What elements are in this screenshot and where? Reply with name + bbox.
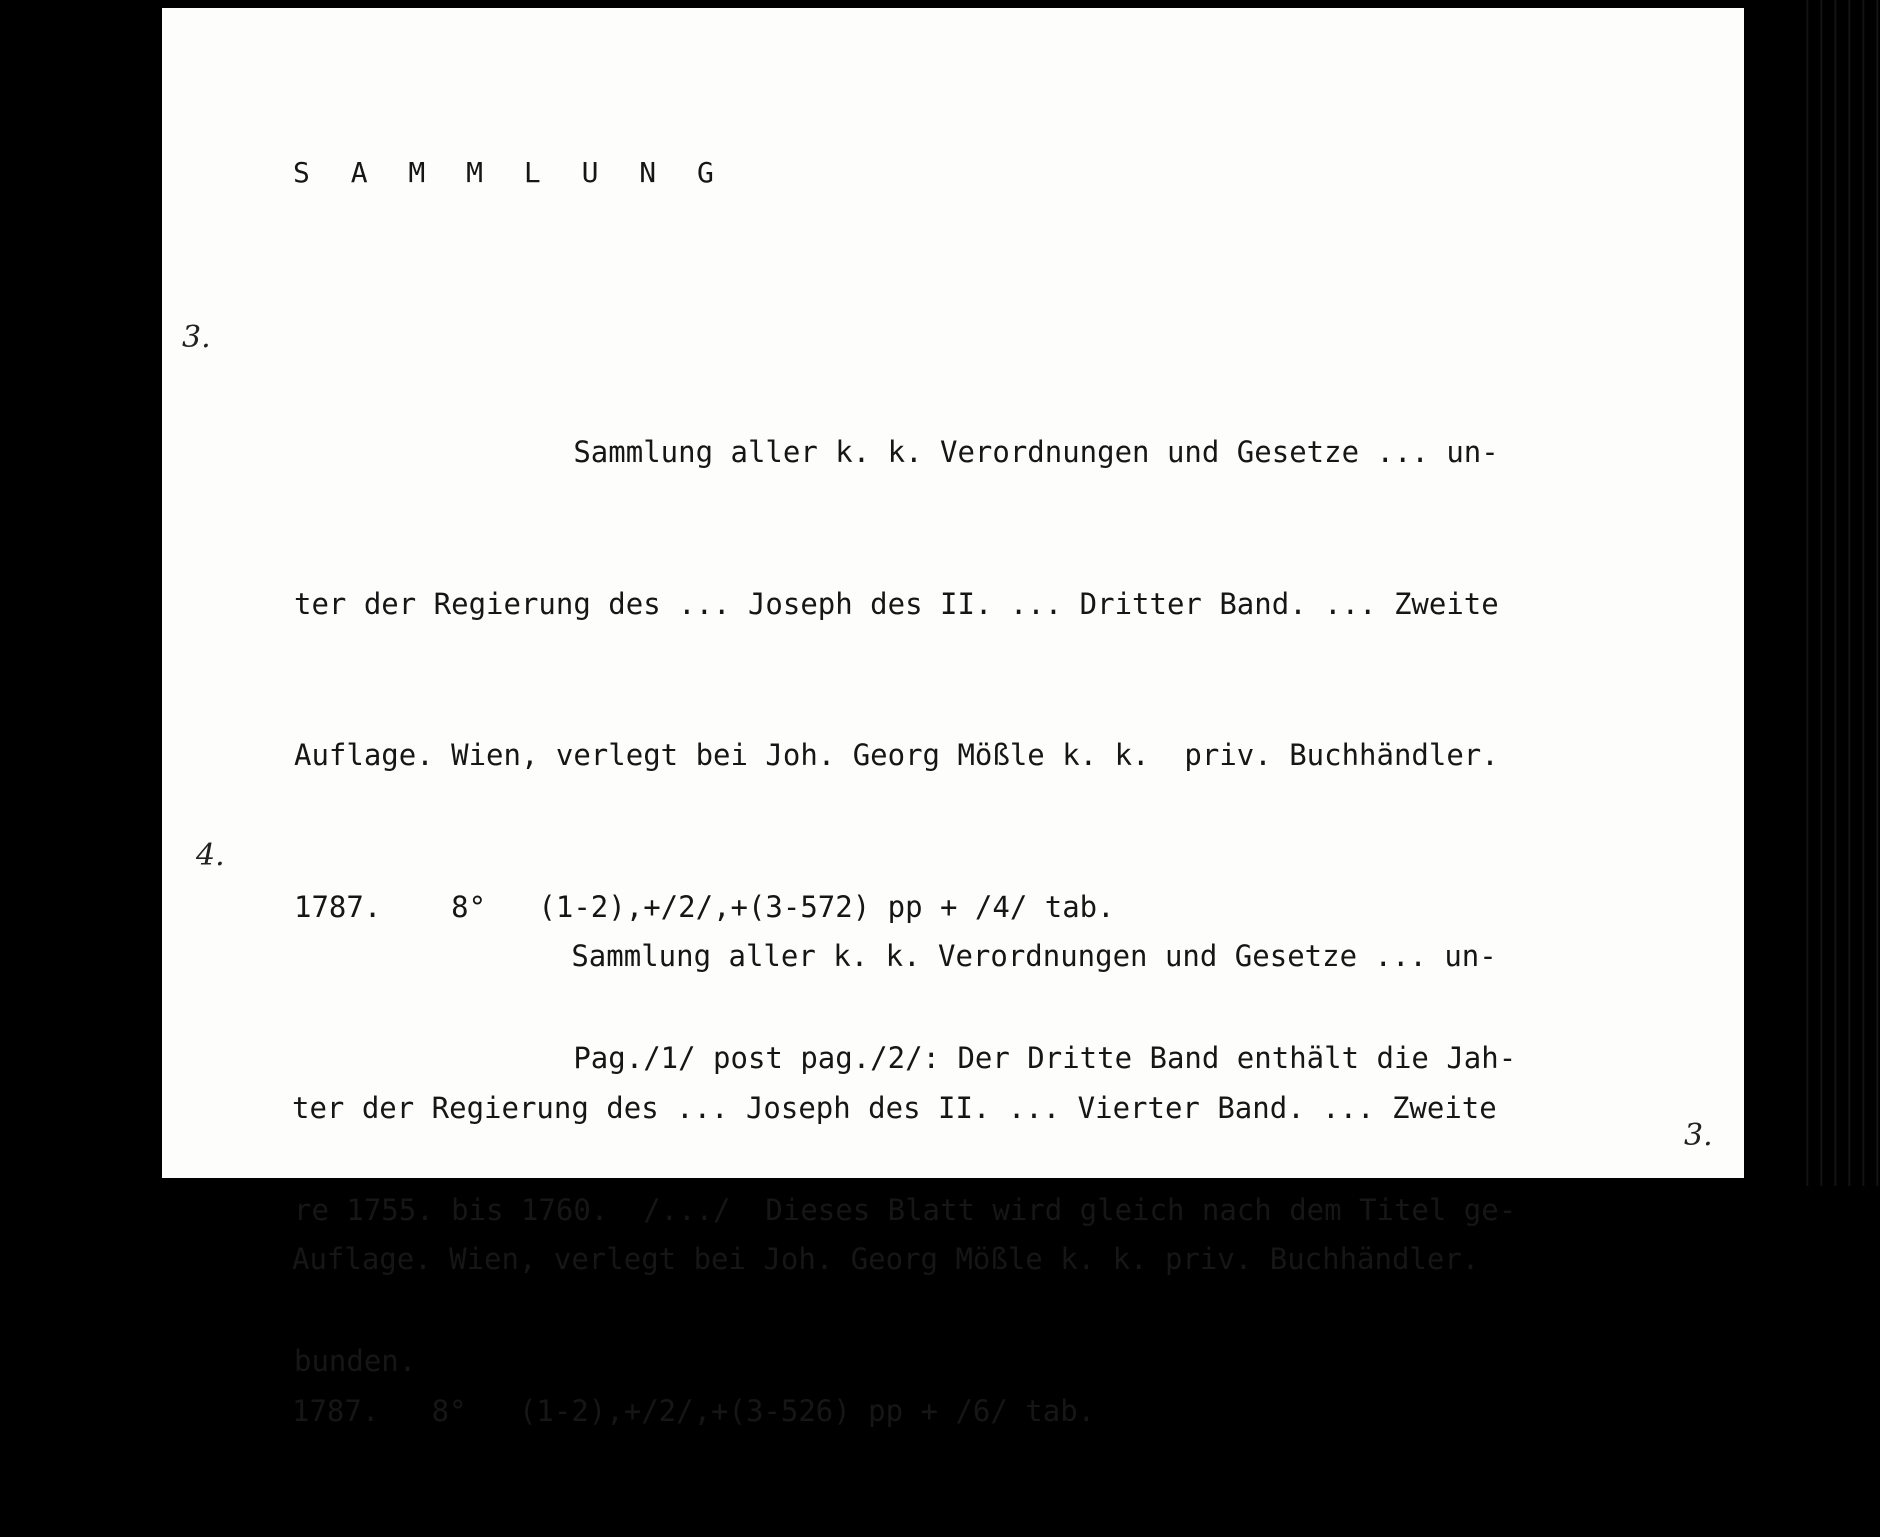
entry-number-handwritten: 4. [196,838,225,873]
entry-note-line: re 1755. bis 1760. /.../ Dieses Blatt wird gleich nach dem Titel ge- [294,1192,1517,1227]
page-number-handwritten: 3. [1684,1118,1713,1153]
entry-line: ter der Regierung des ... Joseph des II. ... Vierter Band. ... Zweite [292,1090,1497,1125]
catalog-card [162,8,1744,1428]
entry-note-line: Pag./1/ post pag./2/: Der Dritte Band enthält die Jah- [294,1041,1517,1075]
entry-line: 1787. 8° (1-2),+/2/,+(3-526) pp + /6/ tab. [292,1393,1096,1428]
entry-note-line: bunden. [294,1344,417,1378]
entry-line: 1787. 8° (1-2),+/2/,+(3-572) pp + /4/ tab. [294,889,1115,924]
entry-line: ter der Regierung des ... Joseph des II. ... Dritter Band. ... Zweite [294,586,1499,621]
card-heading: S A M M L U N G [293,156,726,189]
entry-line: Sammlung aller k. k. Verordnungen und Gesetze ... un- [294,435,1499,469]
entry-line: Auflage. Wien, verlegt bei Joh. Georg Mößle k. k. priv. Buchhändler. [294,738,1499,772]
entry-number-handwritten: 3. [182,320,211,355]
entry-line: Sammlung aller k. k. Verordnungen und Gesetze ... un- [292,939,1497,973]
scan-border-right [1800,0,1880,1186]
entry-line: Auflage. Wien, verlegt bei Joh. Georg Mößle k. k. priv. Buchhändler. [292,1242,1480,1276]
entry-text [292,830,1497,1537]
